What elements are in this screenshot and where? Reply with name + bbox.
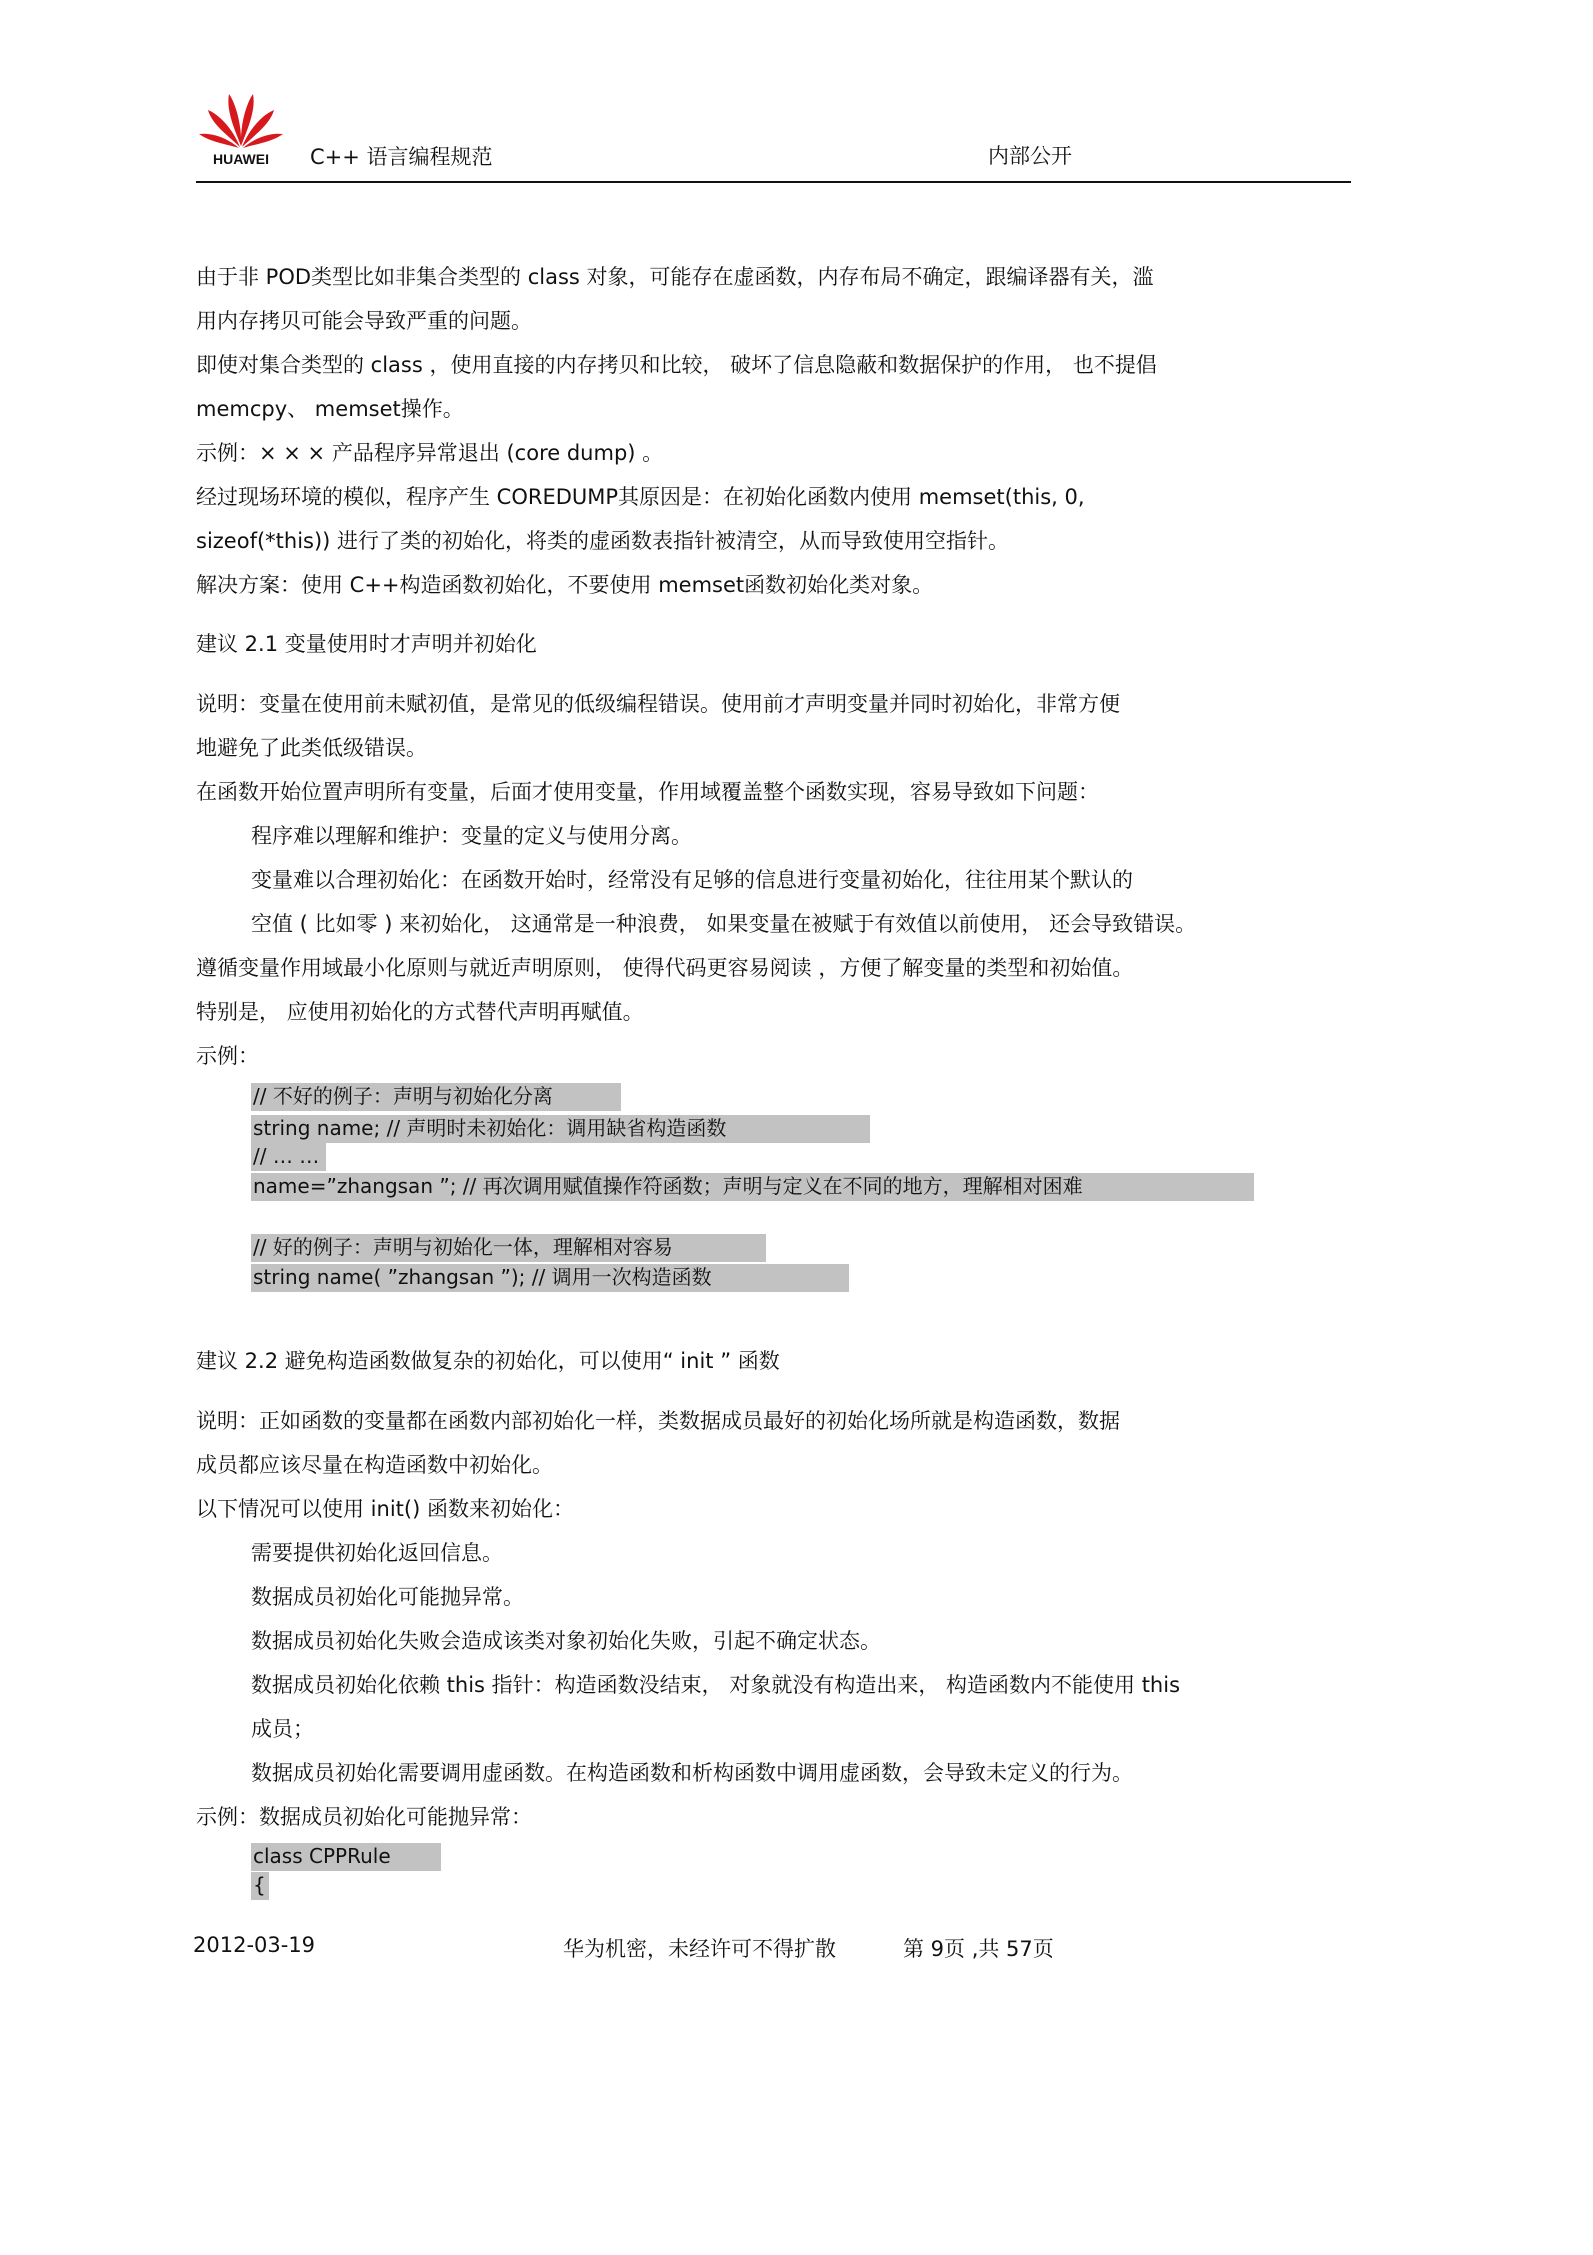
code-line: // 不好的例子：声明与初始化分离	[251, 1083, 621, 1111]
section-heading: 建议 2.2 避免构造函数做复杂的初始化，可以使用“ init ” 函数	[196, 1349, 780, 1373]
code-line: {	[251, 1872, 269, 1900]
code-line: name=”zhangsan ”; // 再次调用赋值操作符函数；声明与定义在不同的地方，理解相对困难	[251, 1173, 1254, 1201]
header-rule	[196, 181, 1351, 183]
code-line: string name( ”zhangsan ”); // 调用一次构造函数	[251, 1264, 849, 1292]
paragraph: sizeof(*this)) 进行了类的初始化，将类的虚函数表指针被清空，从而导致使用空指针。	[196, 529, 1010, 553]
paragraph: 示例：	[196, 1044, 259, 1068]
list-item: 数据成员初始化依赖 this 指针：构造函数没结束， 对象就没有构造出来， 构造函数内不能使用 this	[251, 1673, 1181, 1697]
list-item: 数据成员初始化需要调用虚函数。在构造函数和析构函数中调用虚函数，会导致未定义的行为。	[251, 1761, 1133, 1785]
paragraph: 地避免了此类低级错误。	[196, 736, 427, 760]
list-item: 数据成员初始化可能抛异常。	[251, 1585, 524, 1609]
svg-text:HUAWEI: HUAWEI	[213, 151, 269, 167]
list-item: 程序难以理解和维护：变量的定义与使用分离。	[251, 824, 692, 848]
list-item: 空值 ( 比如零 ) 来初始化， 这通常是一种浪费， 如果变量在被赋于有效值以前使用， 还会导致错误。	[251, 912, 1197, 936]
header-doc-title: C++ 语言编程规范	[310, 145, 493, 169]
paragraph: 由于非 POD类型比如非集合类型的 class 对象，可能存在虚函数，内存布局不确定，跟编译器有关，滥	[196, 265, 1154, 289]
code-line: // … …	[251, 1143, 326, 1171]
paragraph: 说明：变量在使用前未赋初值，是常见的低级编程错误。使用前才声明变量并同时初始化，非常方便	[196, 692, 1120, 716]
paragraph: 遵循变量作用域最小化原则与就近声明原则， 使得代码更容易阅读 ，方便了解变量的类型和初始值。	[196, 956, 1134, 980]
list-item: 需要提供初始化返回信息。	[251, 1541, 503, 1565]
section-heading: 建议 2.1 变量使用时才声明并初始化	[196, 632, 537, 656]
header-classification: 内部公开	[988, 144, 1072, 168]
footer-page-number: 第 9页 ,共 57页	[903, 1937, 1054, 1961]
paragraph: 示例：× × × 产品程序异常退出 (core dump) 。	[196, 441, 664, 465]
paragraph: 成员都应该尽量在构造函数中初始化。	[196, 1453, 553, 1477]
footer-notice: 华为机密，未经许可不得扩散	[563, 1937, 836, 1961]
code-line: // 好的例子：声明与初始化一体，理解相对容易	[251, 1234, 766, 1262]
paragraph: 用内存拷贝可能会导致严重的问题。	[196, 309, 532, 333]
huawei-logo	[196, 88, 286, 168]
code-line: class CPPRule	[251, 1843, 441, 1871]
huawei-logo-icon	[196, 88, 286, 168]
paragraph: 在函数开始位置声明所有变量，后面才使用变量，作用域覆盖整个函数实现，容易导致如下问题：	[196, 780, 1099, 804]
list-item: 成员；	[251, 1717, 314, 1741]
paragraph: 说明：正如函数的变量都在函数内部初始化一样，类数据成员最好的初始化场所就是构造函数，数据	[196, 1409, 1120, 1433]
list-item: 变量难以合理初始化：在函数开始时，经常没有足够的信息进行变量初始化，往往用某个默认的	[251, 868, 1133, 892]
paragraph: 以下情况可以使用 init() 函数来初始化：	[196, 1497, 574, 1521]
paragraph: memcpy、 memset操作。	[196, 397, 464, 421]
paragraph: 示例：数据成员初始化可能抛异常：	[196, 1805, 532, 1829]
paragraph: 经过现场环境的模似，程序产生 COREDUMP其原因是：在初始化函数内使用 memset(this, 0,	[196, 485, 1085, 509]
code-line: string name; // 声明时未初始化：调用缺省构造函数	[251, 1115, 870, 1143]
list-item: 数据成员初始化失败会造成该类对象初始化失败，引起不确定状态。	[251, 1629, 881, 1653]
paragraph: 解决方案：使用 C++构造函数初始化，不要使用 memset函数初始化类对象。	[196, 573, 934, 597]
footer-date: 2012-03-19	[193, 1933, 316, 1957]
paragraph: 即使对集合类型的 class ，使用直接的内存拷贝和比较， 破坏了信息隐蔽和数据保护的作用， 也不提倡	[196, 353, 1157, 377]
paragraph: 特别是， 应使用初始化的方式替代声明再赋值。	[196, 1000, 644, 1024]
